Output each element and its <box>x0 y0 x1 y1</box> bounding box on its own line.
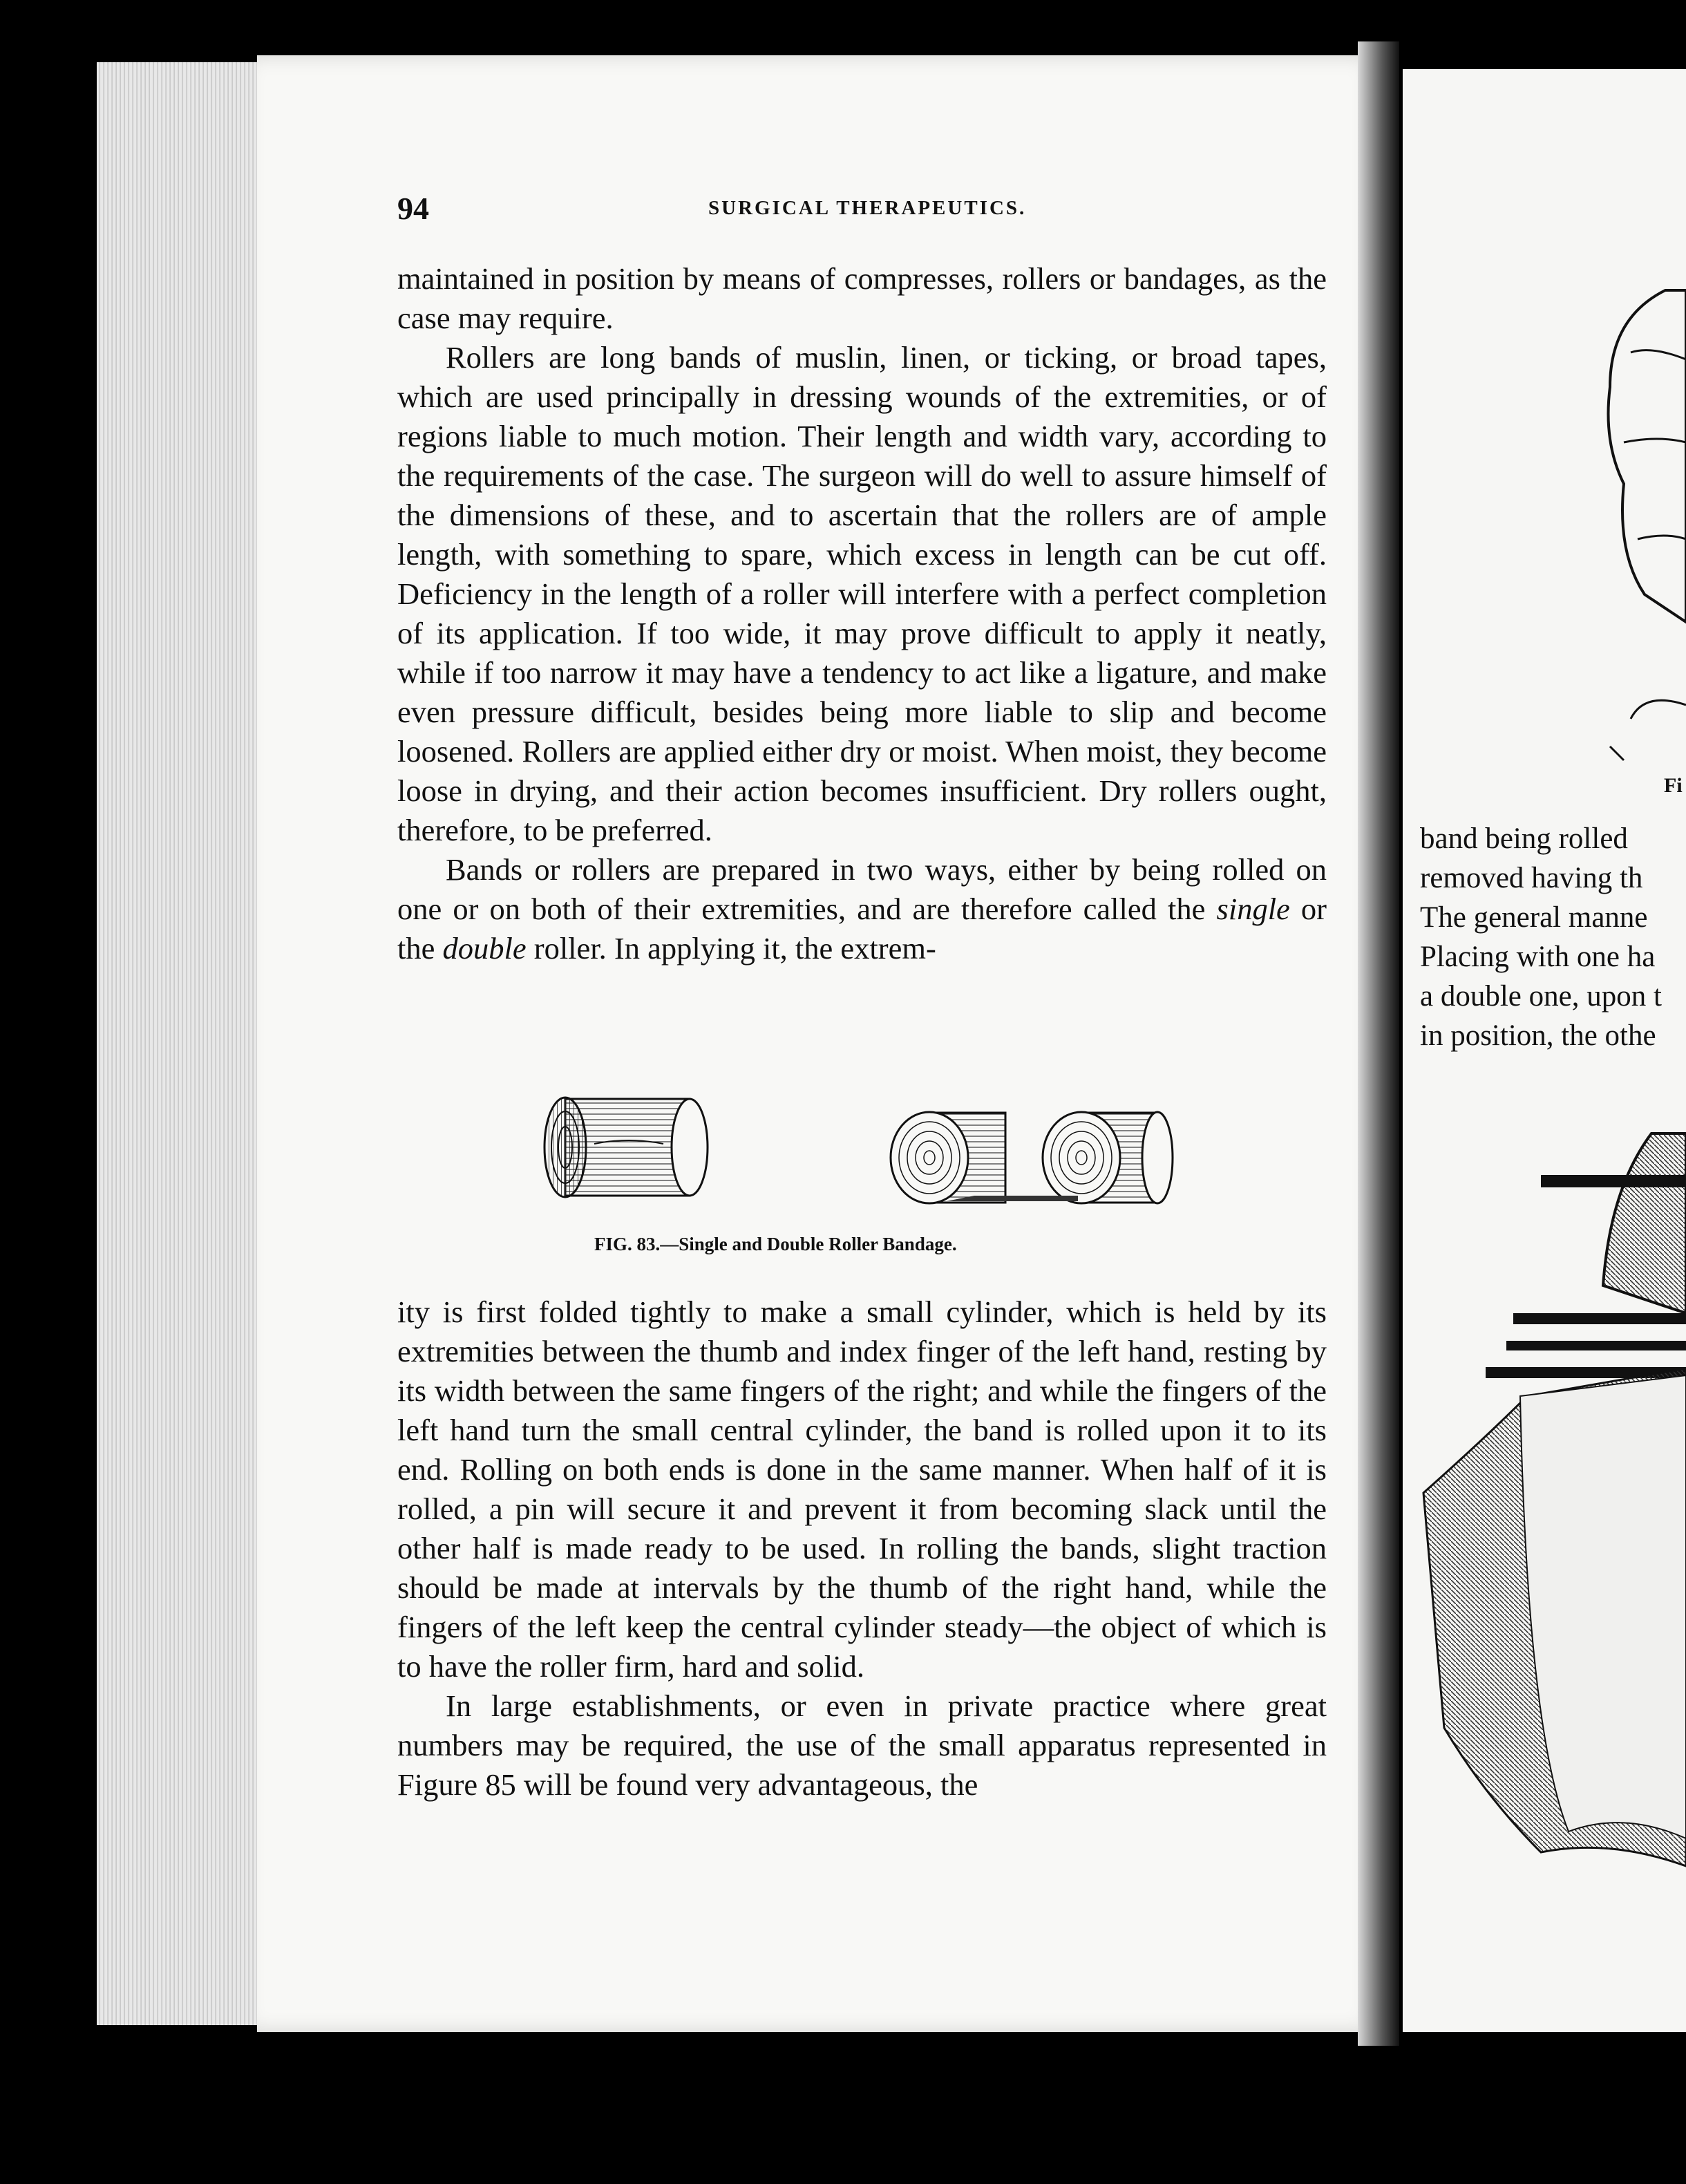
right-page-line: a double one, upon t <box>1420 980 1662 1013</box>
text-block-before-figure <box>397 259 1327 968</box>
running-head <box>397 190 1337 232</box>
single-roller-icon <box>544 1098 708 1197</box>
right-page-illustration-top <box>1403 263 1686 788</box>
paragraph-large-establishments: In large establishments, or even in private practice where great numbers may be required, the use of the small apparatus represented in Figure 85 will be found very advantageous, the <box>397 1688 1327 1802</box>
paragraph-continuation: maintained in position by means of compresses, rollers or bandages, as the case may require. <box>397 261 1327 335</box>
page-number: 94 <box>397 191 429 226</box>
running-head-title: SURGICAL THERAPEUTICS. <box>708 197 1027 219</box>
paragraph-rollers: Rollers are long bands of muslin, linen, or ticking, or broad tapes, which are used principally in dressing wounds of the extremities, or of regions liable to much motion. Their length and width vary, according to the requirements of the case. The surgeon will do well to assure himself of the dimensions of these, and to ascertain that the rollers are of ample length, with something to spare, which excess in length can be cut off. Deficiency in the length of a roller will interfere with a perfect completion of its application. If too wide, it may prove difficult to apply it neatly, while if too narrow it may have a tendency to act like a ligature, and make even pressure difficult, besides being more liable to slip and become loosened. Rollers are applied either dry or moist. When moist, they become loose in drying, and their action becomes insufficient. Dry rollers ought, therefore, to be preferred. <box>397 340 1327 847</box>
right-page-line: band being rolled <box>1420 822 1628 855</box>
text-block-after-figure <box>397 1292 1327 1805</box>
book-gutter <box>1358 41 1399 2046</box>
right-page-line: in position, the othe <box>1420 1019 1656 1052</box>
figure-caption: FIG. 83.—Single and Double Roller Bandage. <box>594 1234 957 1254</box>
right-page-line: removed having th <box>1420 862 1643 894</box>
double-roller-icon <box>891 1112 1173 1203</box>
figure-roller-bandages <box>532 1078 1223 1258</box>
right-page-illustration-bottom <box>1403 1106 1686 1921</box>
emphasis-single: single <box>1216 892 1290 926</box>
paragraph-bands <box>397 850 1327 968</box>
paragraph-folding: ity is first folded tightly to make a small cylinder, which is held by its extremities between the thumb and index finger of the left hand, resting by its width between the same fingers of the right; and while the fingers of the left hand turn the small central cylinder, the band is rolled upon it to its end. Rolling on both ends is done in the same manner. When half of it is rolled, a pin will secure it and prevent it from becoming slack until the other half is made ready to be used. In rolling the bands, slight traction should be made at intervals by the thumb of the right hand, while the fingers of the left keep the central cylinder steady—the object of which is to have the roller firm, hard and solid. <box>397 1295 1327 1684</box>
page-edges <box>97 62 263 2025</box>
right-page-figure-label: Fi <box>1664 774 1683 797</box>
emphasis-double: double <box>442 931 527 966</box>
roller-bandage-illustration <box>532 1078 1223 1237</box>
right-page-line: The general manne <box>1420 901 1648 934</box>
paragraph-bands-text-2: or the <box>397 892 1327 966</box>
right-page-text <box>1420 819 1686 1055</box>
paragraph-bands-text-1: Bands or rollers are prepared in two ways, either by being rolled on one or on both of their extremities, and are therefore called the <box>397 852 1327 926</box>
right-page-line: Placing with one ha <box>1420 941 1656 973</box>
paragraph-bands-text-3: roller. In applying it, the extrem- <box>526 931 936 966</box>
